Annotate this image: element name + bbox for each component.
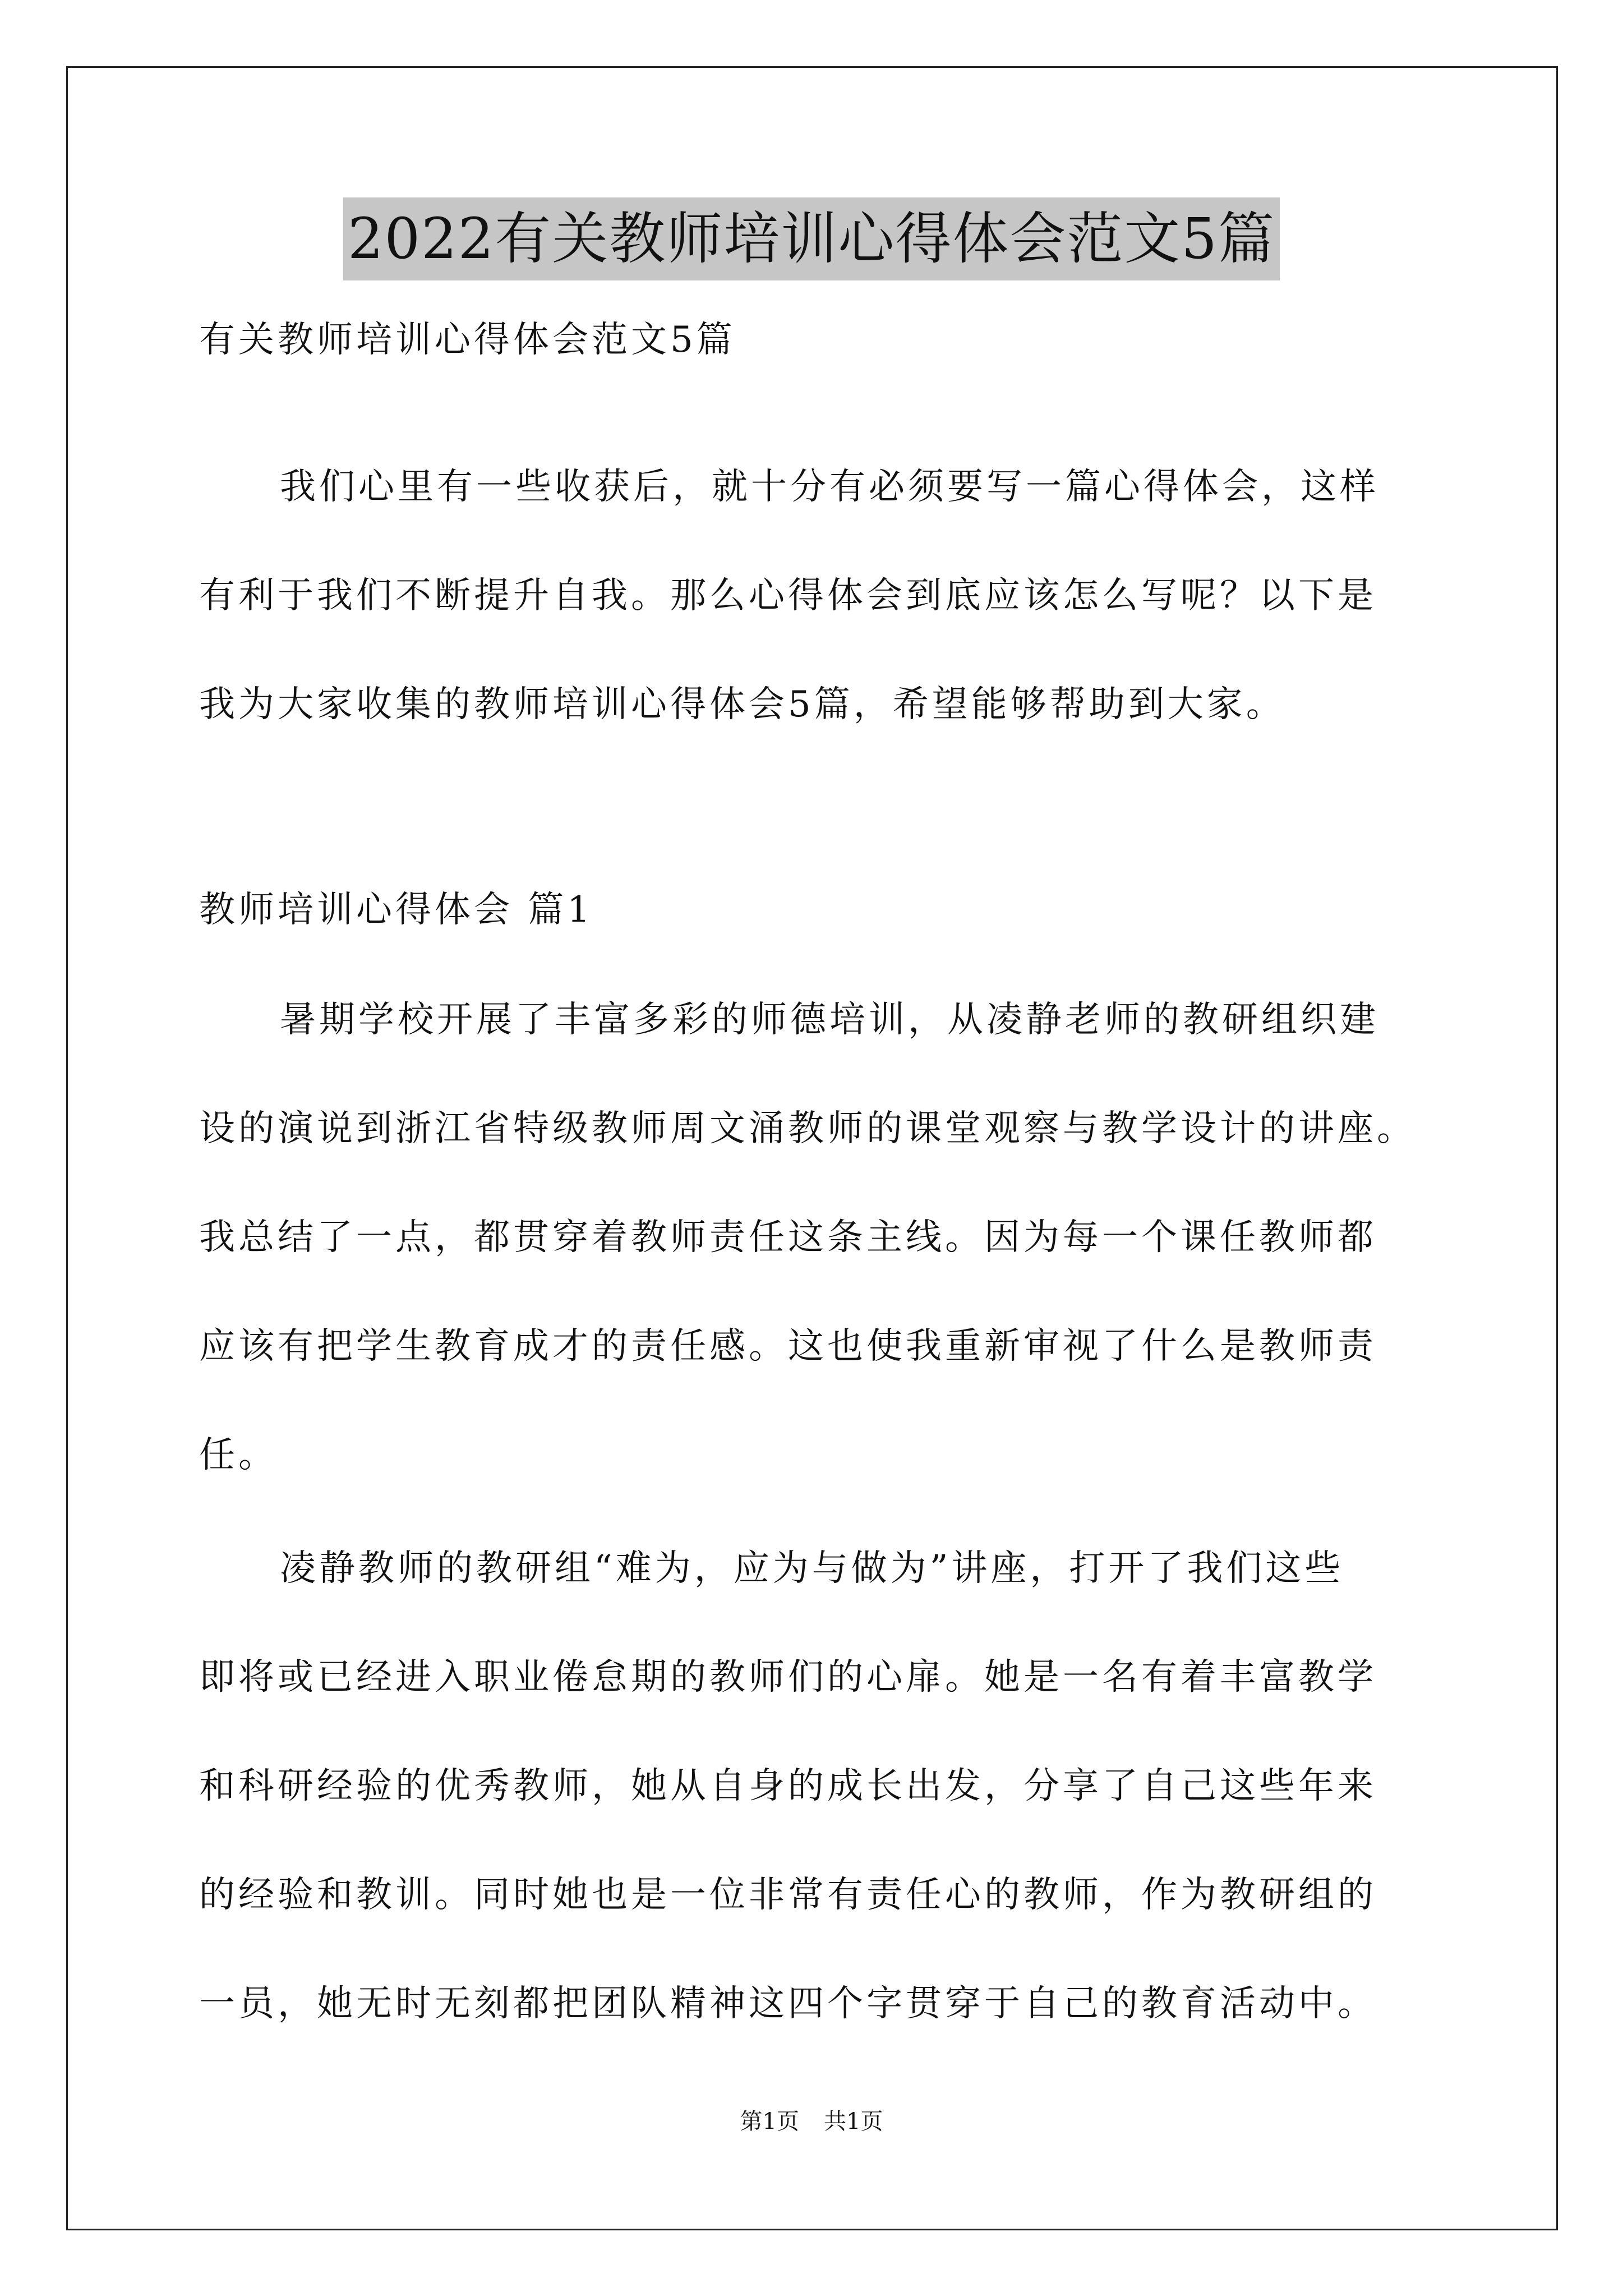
paragraph2-line-1: 凌静教师的教研组“难为，应为与做为”讲座，打开了我们这些 (280, 1548, 1344, 1589)
intro-line-3: 我为大家收集的教师培训心得体会5篇，希望能够帮助到大家。 (199, 684, 1285, 725)
paragraph1-line-1: 暑期学校开展了丰富多彩的师德培训，从凌静老师的教研组织建 (280, 999, 1379, 1041)
document-subtitle: 有关教师培训心得体会范文5篇 (199, 319, 736, 361)
paragraph2-line-4: 的经验和教训。同时她也是一位非常有责任心的教师，作为教研组的 (199, 1874, 1377, 1916)
paragraph1-line-5: 任。 (199, 1434, 278, 1476)
section-heading: 教师培训心得体会 篇1 (199, 889, 594, 931)
paragraph2-line-3: 和科研经验的优秀教师，她从自身的成长出发，分享了自己这些年来 (199, 1765, 1377, 1807)
paragraph1-line-2: 设的演说到浙江省特级教师周文涌教师的课堂观察与教学设计的讲座。 (199, 1108, 1416, 1149)
page-number: 第1页 (740, 2109, 799, 2134)
intro-line-2: 有利于我们不断提升自我。那么心得体会到底应该怎么写呢？以下是 (199, 575, 1377, 616)
title-container (0, 197, 1623, 280)
paragraph2-line-5: 一员，她无时无刻都把团队精神这四个字贯穿于自己的教育活动中。 (199, 1983, 1377, 2024)
paragraph1-line-4: 应该有把学生教育成才的责任感。这也使我重新审视了什么是教师责 (199, 1326, 1377, 1367)
document-title: 2022有关教师培训心得体会范文5篇 (343, 197, 1280, 280)
intro-line-1: 我们心里有一些收获后，就十分有必须要写一篇心得体会，这样 (280, 466, 1379, 508)
page-footer (0, 2104, 1623, 2136)
page-total: 共1页 (824, 2109, 883, 2134)
paragraph1-line-3: 我总结了一点，都贯穿着教师责任这条主线。因为每一个课任教师都 (199, 1217, 1377, 1258)
paragraph2-line-2: 即将或已经进入职业倦怠期的教师们的心扉。她是一名有着丰富教学 (199, 1657, 1377, 1698)
